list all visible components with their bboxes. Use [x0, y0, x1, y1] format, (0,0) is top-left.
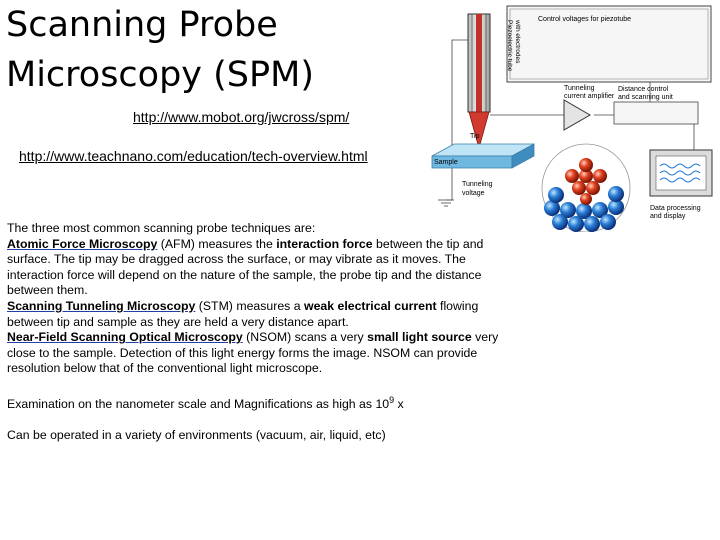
amplifier-triangle: [564, 100, 590, 130]
stm-text-2: flowing between tip and sample as they are held a very distance apart.: [7, 298, 479, 329]
afm-text-1: (AFM) measures the: [157, 236, 277, 251]
distance-label-2: and scanning unit: [618, 94, 673, 101]
piezo-label-1: Piezoelectric tube: [506, 20, 513, 72]
sample-label: Sample: [434, 159, 458, 166]
probe-tip: [469, 112, 489, 148]
afm-term: Atomic Force Microscopy: [7, 236, 158, 251]
stm-term: Scanning Tunneling Microscopy: [7, 298, 196, 313]
data-processing-label-2: and display: [650, 213, 686, 220]
page-title: Scanning Probe Microscopy (SPM): [6, 5, 314, 95]
stm-bold: weak electrical current: [304, 298, 437, 313]
body-text: [7, 221, 499, 443]
nsom-paragraph: [7, 330, 499, 377]
tunneling-voltage-label-1: Tunneling: [462, 181, 493, 188]
nsom-text-2: very close to the sample. Detection of this light energy forms the image. NSOM can provide resolution below that of the conventional light microscope.: [7, 330, 499, 376]
nsom-bold: small light source: [367, 330, 472, 345]
intro-text: The three most common scanning probe techniques are:: [7, 221, 316, 235]
piezo-label-2: with electrodes: [514, 20, 521, 64]
data-processing-label-1: Data processing: [650, 205, 701, 212]
tunneling-voltage-label-2: voltage: [462, 190, 485, 197]
afm-bold: interaction force: [276, 236, 373, 251]
nsom-text-1: (NSOM) scans a very: [242, 330, 368, 345]
environment-text: Can be operated in a variety of environments (vacuum, air, liquid, etc): [7, 427, 386, 442]
distance-control-box: [614, 102, 698, 124]
scale-text: Examination on the nanometer scale and Magnifications as high as $10^9$ x: [7, 394, 404, 411]
stm-text-1: (STM) measures a: [195, 298, 304, 313]
spm-diagram: [424, 0, 720, 232]
distance-label-1: Distance control: [618, 86, 669, 93]
stm-paragraph: [7, 299, 499, 330]
nsom-term: Near-Field Scanning Optical Microscopy: [7, 330, 243, 345]
scale-exponent: 9: [389, 394, 395, 405]
tunneling-amp-label-1: Tunneling: [564, 85, 595, 92]
tunneling-amp-label-2: current amplifier: [564, 93, 615, 100]
tip-label: Tip: [470, 133, 480, 140]
afm-text-2: between the tip and surface. The tip may be dragged across the surface, or may vibrate as it moves. The interaction force will depend on the nature of the sample, the probe tip and the distance between them.: [7, 236, 484, 298]
afm-paragraph: [7, 237, 499, 299]
teachnano-link[interactable]: http://www.teachnano.com/education/tech-overview.html: [19, 148, 368, 164]
mobot-link[interactable]: http://www.mobot.org/jwcross/spm/: [133, 109, 350, 125]
control-voltages-label: Control voltages for piezotube: [538, 16, 631, 23]
